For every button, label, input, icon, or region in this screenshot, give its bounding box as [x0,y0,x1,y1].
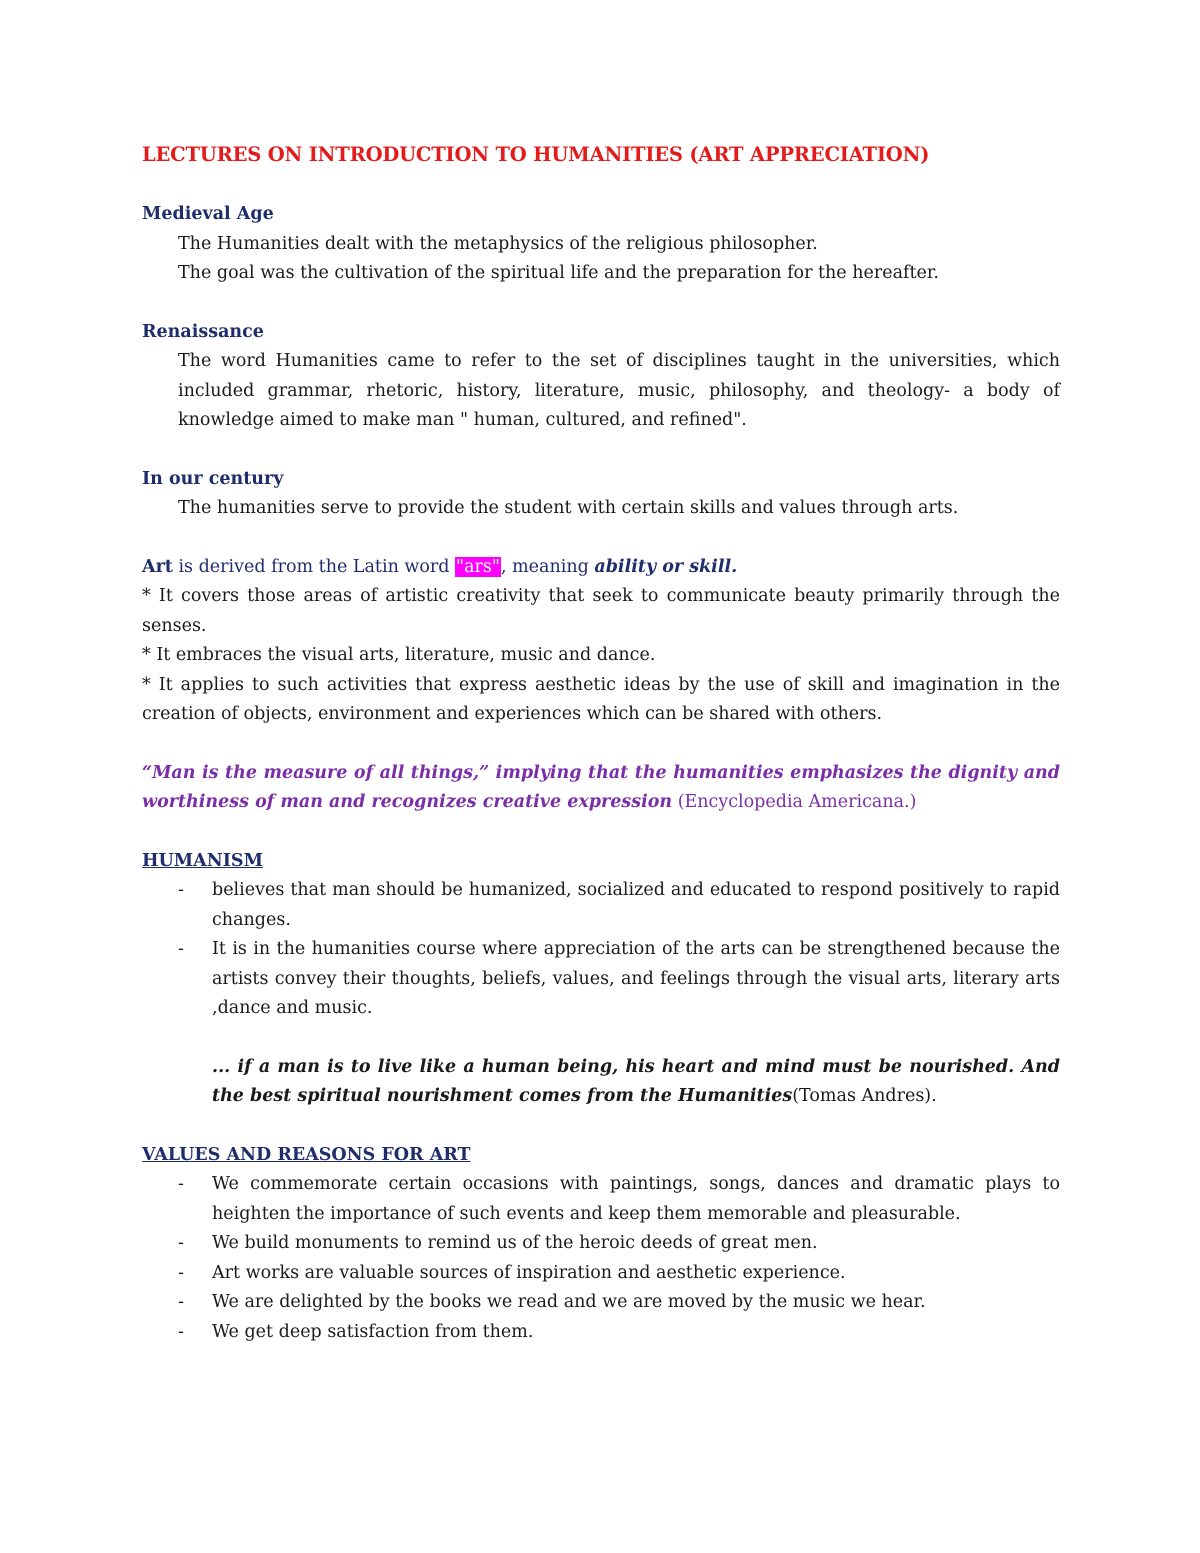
quote-text: “Man is the measure of all things,” implying that the humanities emphasizes the dignity and worthiness of man and recognizes creative expression [142,762,1060,812]
renaissance-heading: Renaissance [142,321,264,342]
nourishment-quote [142,1053,1060,1112]
art-definition [142,553,1060,583]
medieval-line-2: The goal was the cultivation of the spiritual life and the preparation for the hereafter. [178,263,939,283]
medieval-heading: Medieval Age [142,204,274,224]
list-item [142,935,1060,1024]
man-measure-quote [142,759,1060,818]
dash-bullet: - [178,1292,184,1312]
dash-bullet: - [178,1174,184,1194]
art-point-3: * It applies to such activities that express aesthetic ideas by the use of skill and imagination in the creation of objects, environment and experiences which can be shared with others. [142,674,1060,724]
renaissance-text: The word Humanities came to refer to the set of disciplines taught in the universities, which included grammar, rhetoric, history, literature, music, philosophy, and theology- a body of knowledge aimed to make man " human, cultured, and refined". [178,351,1060,430]
values-item-1: We commemorate certain occasions with paintings, songs, dances and dramatic plays to heighten the importance of such events and keep them memorable and pleasurable. [212,1174,1060,1224]
dash-bullet: - [178,1233,184,1253]
quote-source: (Encyclopedia Americana.) [672,792,917,812]
list-item [142,1170,1060,1229]
humanism-item-1: believes that man should be humanized, socialized and educated to respond positively to rapid changes. [212,880,1060,930]
nourish-text: ... if a man is to live like a human being, his heart and mind must be nourished. And the best spiritual nourishment comes from the Humanities [212,1056,1060,1106]
medieval-line-1: The Humanities dealt with the metaphysics of the religious philosopher. [178,233,818,254]
document-title: LECTURES ON INTRODUCTION TO HUMANITIES (ART APPRECIATION) [142,143,930,166]
list-item [142,1229,1060,1259]
list-item [142,1318,1060,1348]
values-item-2: We build monuments to remind us of the heroic deeds of great men. [212,1233,818,1253]
art-word: Art [142,556,173,577]
dash-bullet: - [178,1262,184,1283]
art-point-2: * It embraces the visual arts, literature, music and dance. [142,645,656,665]
art-ability-text: ability or skill. [594,556,738,577]
dash-bullet: - [178,939,184,959]
list-item [142,1259,1060,1289]
values-item-5: We get deep satisfaction from them. [212,1321,534,1342]
ars-highlight: "ars" [456,556,500,577]
humanism-item-2: It is in the humanities course where appreciation of the arts can be strengthened because the artists convey their thoughts, beliefs, values, and feelings through the visual arts, literary arts ,dance and music. [212,939,1060,1018]
values-item-4: We are delighted by the books we read and we are moved by the music we hear. [212,1292,926,1312]
art-meaning-text: , meaning [500,556,595,577]
values-heading: VALUES AND REASONS FOR ART [142,1144,471,1165]
values-list [142,1170,1060,1347]
art-point-1: * It covers those areas of artistic creativity that seek to communicate beauty primarily through the senses. [142,586,1060,636]
nourish-source: (Tomas Andres). [792,1086,937,1106]
list-item [142,1288,1060,1318]
list-item [142,876,1060,935]
art-derived-text: is derived from the Latin word [172,556,456,577]
dash-bullet: - [178,1321,184,1342]
dash-bullet: - [178,880,184,900]
values-item-3: Art works are valuable sources of inspiration and aesthetic experience. [212,1262,846,1283]
century-heading: In our century [142,468,284,489]
humanism-list [142,876,1060,1024]
humanism-heading: HUMANISM [142,850,263,871]
century-text: The humanities serve to provide the student with certain skills and values through arts. [178,498,959,518]
